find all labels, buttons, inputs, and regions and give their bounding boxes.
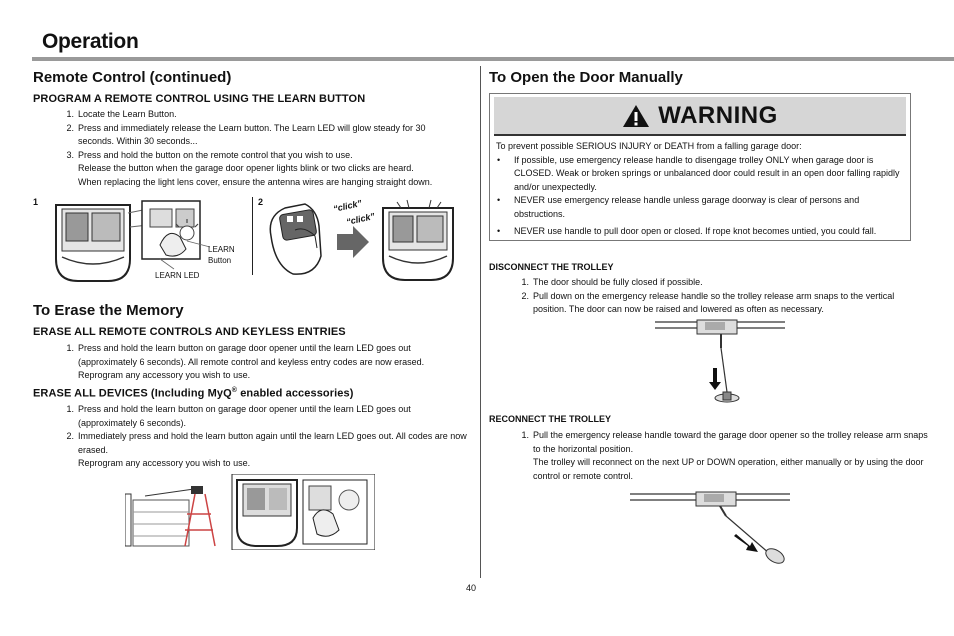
list-item: 1. Locate the Learn Button. <box>66 109 177 119</box>
list-item: 2. Pull down on the emergency release handle so the trolley release arm snaps to the vertical position. The door can now be raised and lowered as often as necessary. <box>521 290 895 315</box>
warning-box <box>489 93 911 241</box>
learn-led-label: LEARN LED <box>155 271 200 280</box>
reconnect-trolley-heading: RECONNECT THE TROLLEY <box>489 414 612 424</box>
warning-banner <box>494 97 906 136</box>
remote-press-illustration <box>265 196 470 284</box>
learn-button-illustration <box>50 197 250 287</box>
warning-bullet: • If possible, use emergency release handle to disengage trolley ONLY when garage door is CLOSED. Weak or broken springs or unbalanced door could result in an open door falling rapidly and/or unexpectedly. <box>496 154 904 195</box>
figure-1-number: 1 <box>33 197 39 207</box>
list-item: 3. Press and hold the button on the remote control that you wish to use. <box>66 149 353 160</box>
disconnect-trolley-illustration <box>655 318 785 410</box>
reconnect-steps-list <box>521 429 928 483</box>
warning-intro: To prevent possible SERIOUS INJURY or DEATH from a falling garage door: <box>496 141 802 151</box>
garage-learn-illustration <box>125 474 375 550</box>
open-door-heading: To Open the Door Manually <box>489 69 683 86</box>
list-item: 1. The door should be fully closed if possible. <box>521 277 703 287</box>
warning-word: WARNING <box>658 101 778 129</box>
list-item: 1. Pull the emergency release handle toward the garage door opener so the trolley release arm snaps to the horizontal position. <box>521 430 928 454</box>
program-remote-heading: PROGRAM A REMOTE CONTROL USING THE LEARN BUTTON <box>33 93 366 105</box>
list-item: 1. Press and hold the learn button on garage door opener until the learn LED goes out (approximately 6 seconds). <box>66 404 411 428</box>
erase-memory-heading: To Erase the Memory <box>33 302 184 319</box>
list-item: 1. Press and hold the learn button on garage door opener until the learn LED goes out (approximately 6 seconds). All remote control and keyless entry codes are now erased. Reprogram any accessory you wish to use. <box>66 343 425 381</box>
list-note: When replacing the light lens cover, ensure the antenna wires are hanging straight down. <box>78 176 433 187</box>
remote-control-heading: Remote Control (continued) <box>33 69 232 86</box>
column-divider <box>480 66 481 578</box>
click-text-2: “click” <box>345 211 376 227</box>
erase-remotes-heading: ERASE ALL REMOTE CONTROLS AND KEYLESS ENTRIES <box>33 326 346 338</box>
warning-text <box>496 140 904 238</box>
erase-devices-list <box>66 403 470 471</box>
figure-separator <box>252 197 253 275</box>
list-note: The trolley will reconnect on the next UP or DOWN operation, either manually or by using the door control or remote control. <box>533 457 924 481</box>
title-rule <box>32 57 954 61</box>
disconnect-trolley-heading: DISCONNECT THE TROLLEY <box>489 262 614 272</box>
erase-remotes-list <box>66 342 470 383</box>
list-item: 2. Press and immediately release the Learn button. The Learn LED will glow steady for 30 seconds. Within 30 seconds... <box>66 122 426 147</box>
warning-bullet: • NEVER use emergency release handle unless garage doorway is clear of persons and obstructions. <box>496 194 904 221</box>
figure-2-number: 2 <box>258 197 264 207</box>
list-note: Release the button when the garage door opener lights blink or two clicks are heard. <box>78 163 414 174</box>
list-item: 2. Immediately press and hold the learn button again until the learn LED goes out. All codes are now erased. <box>66 431 467 455</box>
warning-triangle-icon <box>622 104 650 128</box>
list-note: Reprogram any accessory you wish to use. <box>78 458 251 469</box>
click-text-1: “click” <box>332 198 363 214</box>
reconnect-trolley-illustration <box>630 488 790 568</box>
disconnect-steps-list <box>521 276 928 317</box>
page-number: 40 <box>466 583 477 593</box>
learn-button-label: LEARN Button <box>208 245 235 265</box>
warning-bullet: • NEVER use handle to pull door open or closed. If rope knot becomes untied, you could fall. <box>496 225 904 239</box>
program-steps-list <box>66 108 463 190</box>
page-title: Operation <box>42 30 139 53</box>
erase-devices-heading: ERASE ALL DEVICES (Including MyQ® enabled accessories) <box>33 387 354 400</box>
